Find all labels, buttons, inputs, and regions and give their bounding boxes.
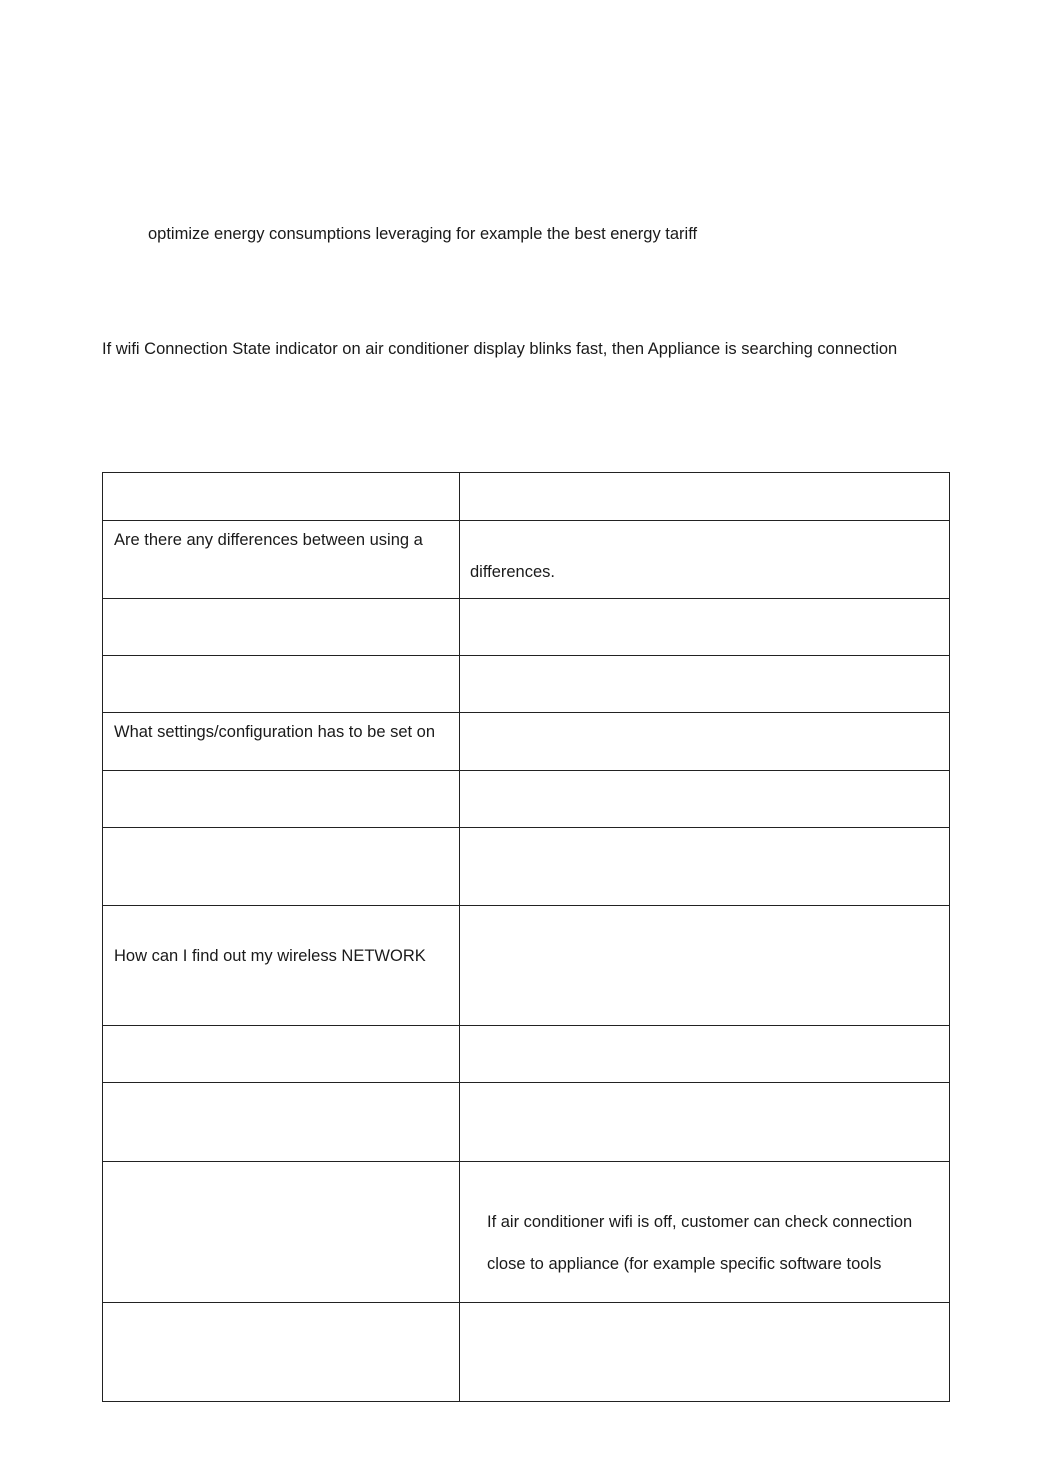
answer-cell — [460, 771, 950, 828]
answer-cell — [460, 1162, 950, 1303]
intro-text-line-2: If wifi Connection State indicator on air conditioner display blinks fast, then Appliance is searching connection — [102, 340, 898, 358]
question-cell — [103, 771, 460, 828]
answer-cell — [460, 1026, 950, 1083]
question-cell — [103, 1303, 460, 1402]
question-cell — [103, 656, 460, 713]
table-row — [103, 828, 950, 906]
table-row — [103, 1303, 950, 1402]
question-cell — [103, 599, 460, 656]
question-cell — [103, 521, 460, 599]
table-row — [103, 1026, 950, 1083]
intro-text-line-1: optimize energy consumptions leveraging for example the best energy tariff — [148, 225, 698, 243]
answer-cell — [460, 713, 950, 771]
answer-cell — [460, 828, 950, 906]
question-cell — [103, 1026, 460, 1083]
question-text: Are there any differences between using a — [114, 531, 423, 549]
answer-cell — [460, 656, 950, 713]
faq-table — [102, 472, 950, 1402]
answer-cell — [460, 521, 950, 599]
answer-cell — [460, 599, 950, 656]
question-text: How can I find out my wireless NETWORK — [114, 947, 426, 965]
question-cell — [103, 1162, 460, 1303]
table-row — [103, 713, 950, 771]
question-cell — [103, 713, 460, 771]
table-row — [103, 599, 950, 656]
answer-cell — [460, 1303, 950, 1402]
table-row — [103, 473, 950, 521]
table-row — [103, 771, 950, 828]
table-row — [103, 1083, 950, 1162]
answer-text: differences. — [470, 563, 555, 581]
table-row — [103, 906, 950, 1026]
table-row — [103, 521, 950, 599]
answer-cell — [460, 906, 950, 1026]
answer-cell — [460, 1083, 950, 1162]
answer-text-line-1: If air conditioner wifi is off, customer can check connection — [487, 1213, 913, 1231]
question-cell — [103, 906, 460, 1026]
question-cell — [103, 1083, 460, 1162]
question-cell — [103, 828, 460, 906]
answer-text-line-2: close to appliance (for example specific software tools — [487, 1255, 882, 1273]
table-row — [103, 1162, 950, 1303]
question-cell — [103, 473, 460, 521]
answer-cell — [460, 473, 950, 521]
table-row — [103, 656, 950, 713]
question-text: What settings/configuration has to be set on — [114, 723, 436, 741]
